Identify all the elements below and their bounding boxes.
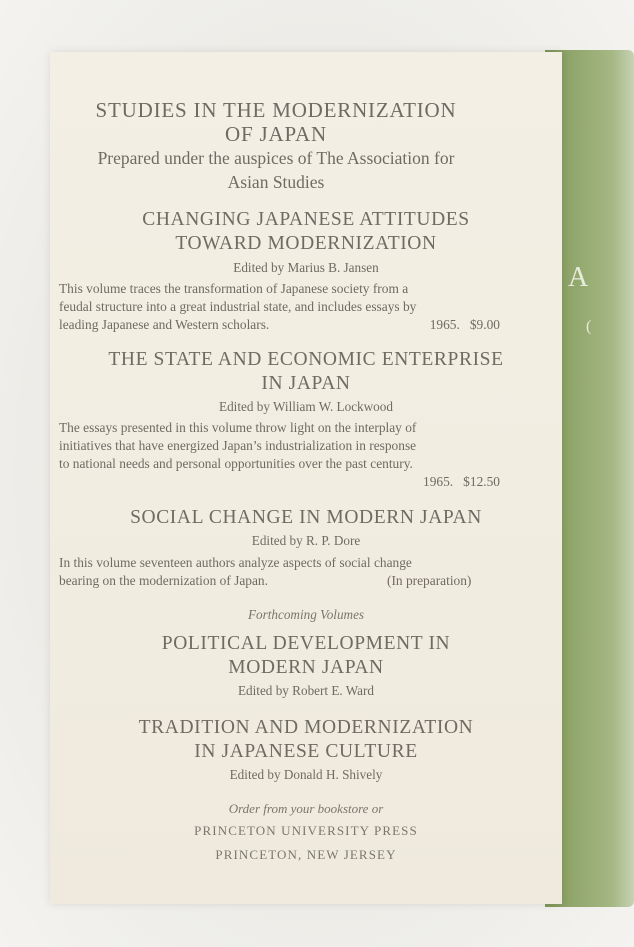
book-title-line: TOWARD MODERNIZATION [175,233,437,254]
book-year-price: 1965. $12.50 [423,474,500,489]
description-line: bearing on the modernization of Japan. [59,573,268,588]
book-description [59,280,500,334]
book-title-social-change [50,506,562,530]
book-editor: Edited by R. P. Dore [251,533,361,548]
description-line: leading Japanese and Western scholars. [59,317,270,332]
description-line: to national needs and personal opportunities over the past century. [59,456,413,471]
book-description [59,419,500,491]
book-editor: Edited by Donald H. Shively [229,767,383,782]
book-title-line: MODERN JAPAN [228,657,384,678]
publisher-location: PRINCETON, NEW JERSEY [215,847,397,862]
book-title-political-development [50,632,562,680]
description-line-with-price [59,316,500,334]
book-title-line: POLITICAL DEVELOPMENT IN [161,633,451,654]
description-line: feudal structure into a great industrial state, and includes essays by [59,299,417,314]
description-line-with-status [59,572,500,590]
book-year-price: 1965. $9.00 [429,317,500,332]
book-title-line: SOCIAL CHANGE IN MODERN JAPAN [130,507,482,528]
series-subtitle-line-2: Asian Studies [227,172,325,192]
book-title-tradition-and-modernization [50,716,562,764]
book-editor: Edited by William W. Lockwood [219,399,393,414]
series-subtitle [0,146,552,194]
series-title-line-2: OF JAPAN [225,122,327,146]
series-title-line-1: STUDIES IN THE MODERNIZATION [95,98,457,122]
series-subtitle-line-1: Prepared under the auspices of The Association for [97,148,455,168]
book-title-line: CHANGING JAPANESE ATTITUDES [142,209,470,230]
book-title-line: THE STATE AND ECONOMIC ENTERPRISE [108,349,504,370]
book-status: (In preparation) [387,573,472,588]
spine-paren: ( [586,318,592,335]
forthcoming-label: Forthcoming Volumes [247,607,365,622]
book-title-line: IN JAPANESE CULTURE [194,741,418,762]
description-line: initiatives that have energized Japan’s industrialization in response [59,438,417,453]
book-editor: Edited by Marius B. Jansen [233,260,379,275]
book-title-state-and-economic-enterprise [50,348,562,396]
publisher-name: PRINCETON UNIVERSITY PRESS [194,823,418,838]
description-line: In this volume seventeen authors analyze aspects of social change [59,555,412,570]
book-title-changing-japanese-attitudes [50,208,562,256]
book-description [59,554,500,590]
book-title-line: IN JAPAN [261,373,351,394]
description-line: This volume traces the transformation of Japanese society from a [59,281,409,296]
book-title-line: TRADITION AND MODERNIZATION [138,717,474,738]
series-title [0,98,552,146]
book-editor: Edited by Robert E. Ward [237,683,375,698]
description-line: The essays presented in this volume throw light on the interplay of [59,420,417,435]
spine-text: A [568,262,590,293]
order-instruction: Order from your bookstore or [228,801,384,816]
